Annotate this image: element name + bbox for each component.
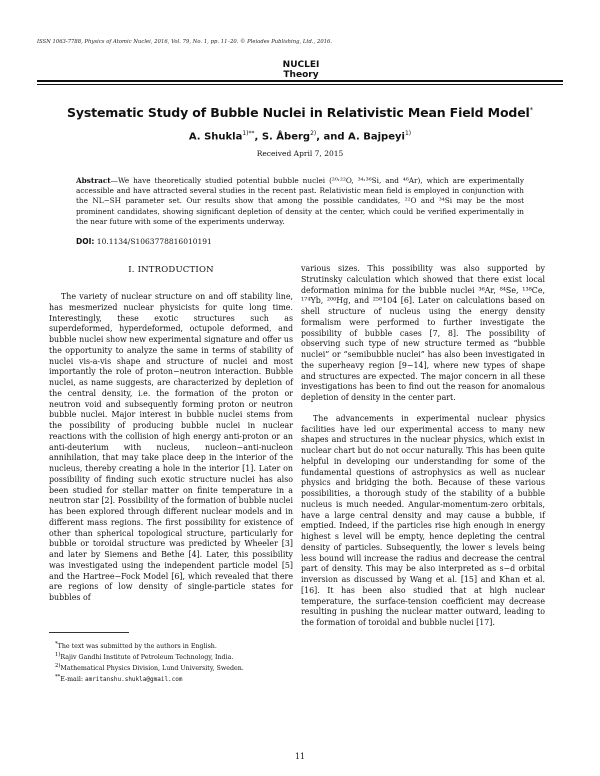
title-footnote-mark: * (529, 105, 534, 114)
author-separator: , (254, 131, 262, 143)
paper-title-text: Systematic Study of Bubble Nuclei in Relativistic Mean Field Model (66, 105, 530, 120)
doi-value[interactable]: 10.1134/S1063778816010191 (96, 237, 212, 246)
author-affiliation-mark: 2) (310, 130, 317, 137)
body-paragraph: various sizes. This possibility was also supported by Strutinsky calculation which showed that there exist local deformation minima for the bubble nuclei ³⁶Ar, ⁸⁴Se, ¹³⁸Ce, ¹⁷⁴Yb, ²⁰⁰Hg, and ²⁵⁰104 [6]. Later on calculations based on shell structure of nucleus using the energy density formalism were performed to further investigate the possibility of bubble cases [7, 8]. The possibility of observing such type of new structure termed as “bubble nuclei” or “semibubble nuclei” has also been investigated in the superheavy region [9−14], where new types of shape and structures are expected. The major concern in all these investigations has been to find out the reason for anomalous depletion of density in the center part. (301, 264, 545, 402)
page-number: 11 (294, 752, 306, 761)
author-email-link[interactable]: amritanshu.shukla@gmail.com (84, 676, 183, 684)
author-affiliation-mark: 1)** (242, 130, 255, 137)
doi-label: DOI: (76, 237, 95, 246)
footnote-text: Mathematical Physics Division, Lund University, Sweden. (60, 665, 244, 673)
paragraph-gap (301, 404, 545, 414)
section-label (270, 60, 332, 80)
header-rule-thin (37, 84, 563, 85)
footnote-text: E-mail: (60, 676, 85, 684)
doi (76, 237, 212, 246)
footnote (55, 673, 295, 684)
section-heading: I. INTRODUCTION (128, 265, 214, 275)
footnote-text: Rajiv Gandhi Institute of Petroleum Technology, India. (60, 654, 234, 662)
footnote-mark: 1) (55, 652, 61, 659)
journal-header: ISSN 1063-7788, Physics of Atomic Nuclei, 2016, Vol. 79, No. 1, pp. 11–20. © Pleiades Publishing, Ltd., 2016. (37, 39, 333, 45)
footnote-mark: * (55, 641, 58, 647)
author-list (37, 130, 563, 142)
footnote (55, 651, 295, 662)
body-paragraph: The variety of nuclear structure on and off stability line, has mesmerized nuclear physicists for quite long time. Interestingly, these exotic structures such as superdeformed, hyperdeformed, octupole deformed, and bubble nuclei show new experimental signature and offer us the opportunity to analyze the same in terms of stability of nuclei vis-a-vis shape and structure of nuclei and most importantly the role of proton−neutron interaction. Bubble nuclei, as name suggests, are characterized by depletion of the central density, i.e. the formation of the proton or neutron void and subsequently forming proton or neutron bubble nuclei. Major interest in bubble nuclei stems from the possibility of producing bubble nuclei in nuclear reactions with the collision of high energy anti-proton or an anti-deuterium with nucleus, nucleon−anti-nucleon annihilation, that may take place deep in the interior of the nucleus, thereby creating a hole in the interior [1]. Later on possibility of finding such exotic structure nuclei has also been studied for stellar matter on finite temperature in a neutron star [2]. Possibility of the formation of bubble nuclei has been explored through different nuclear models and in different mass regions. The first possibility for existence of other than spherical topological structure, particularly for bubble or toroidal structure was predicted by Wheeler [3] and later by Siemens and Bethe [4]. Later, this possibility was investigated using the independent particle model [5] and the Hartree−Fock Model [6], which revealed that there are regions of low density of single-particle states for bubbles of (49, 292, 293, 602)
footnote-rule (49, 632, 129, 633)
section-label-sub: Theory (283, 70, 319, 80)
footnote-mark: 2) (55, 663, 61, 670)
footnotes (55, 640, 295, 684)
header-rule-thick (37, 80, 563, 82)
footnote (55, 640, 295, 651)
section-label-main: NUCLEI (282, 60, 320, 70)
author-separator: , and (316, 131, 349, 143)
body-paragraph: The advancements in experimental nuclear physics facilities have led our experimental access to many new shapes and structures in the nuclear physics, which exist in nuclear chart but do not occur naturally. This has been quite helpful in developing our understanding for some of the fundamental questions of astrophysics as well as nuclear physics and bridging the both. Because of these various possibilities, a thorough study of the stability of a bubble nucleus is much needed. Angular-momentum-zero orbitals, have a large central density and may cause a bubble, if emptied. Indeed, if the particles rise high enough in energy highest s level will be empty, hence depleting the central density of particles. Subsequently, the lower s levels being less bound will increase the radius and decrease the central part of density. This may be also interpreted as s−d orbital inversion as discussed by Wang et al. [15] and Khan et al. [16]. It has been also studied that at high nuclear temperature, the surface-tension coefficient may decrease resulting in pushing the nuclear matter outward, leading to the formation of toroidal and bubble nuclei [17]. (301, 413, 545, 627)
received-date: Received April 7, 2015 (256, 149, 344, 158)
abstract-label: Abstract (76, 176, 111, 185)
author-name: S. Åberg (261, 131, 311, 143)
right-column (301, 264, 545, 629)
footnote (55, 662, 295, 673)
footnote-text: The text was submitted by the authors in English. (57, 643, 217, 651)
footnote-mark: ** (55, 674, 61, 681)
left-column (49, 292, 293, 604)
author-affiliation-mark: 1) (404, 130, 412, 137)
abstract (76, 176, 524, 227)
author-name: A. Shukla (188, 131, 243, 143)
author-name: A. Bajpeyi (348, 131, 405, 143)
abstract-text: —We have theoretically studied potential bubble nuclei (²⁰˒²²O, ³⁴˒³⁶Si, and ⁴⁶Ar), which are experimentally accessible and have attracted several studies in the recent past. Relativistic mean field is employed in conjunction with the NL−SH parameter set. Our results show that among the possible candidates, ²²O and ³⁴Si may be the most prominent candidates, showing significant depletion of density at the center, which could be verified experimentally in the near future with some of the experiments underway. (76, 176, 524, 226)
paper-title (37, 105, 563, 120)
